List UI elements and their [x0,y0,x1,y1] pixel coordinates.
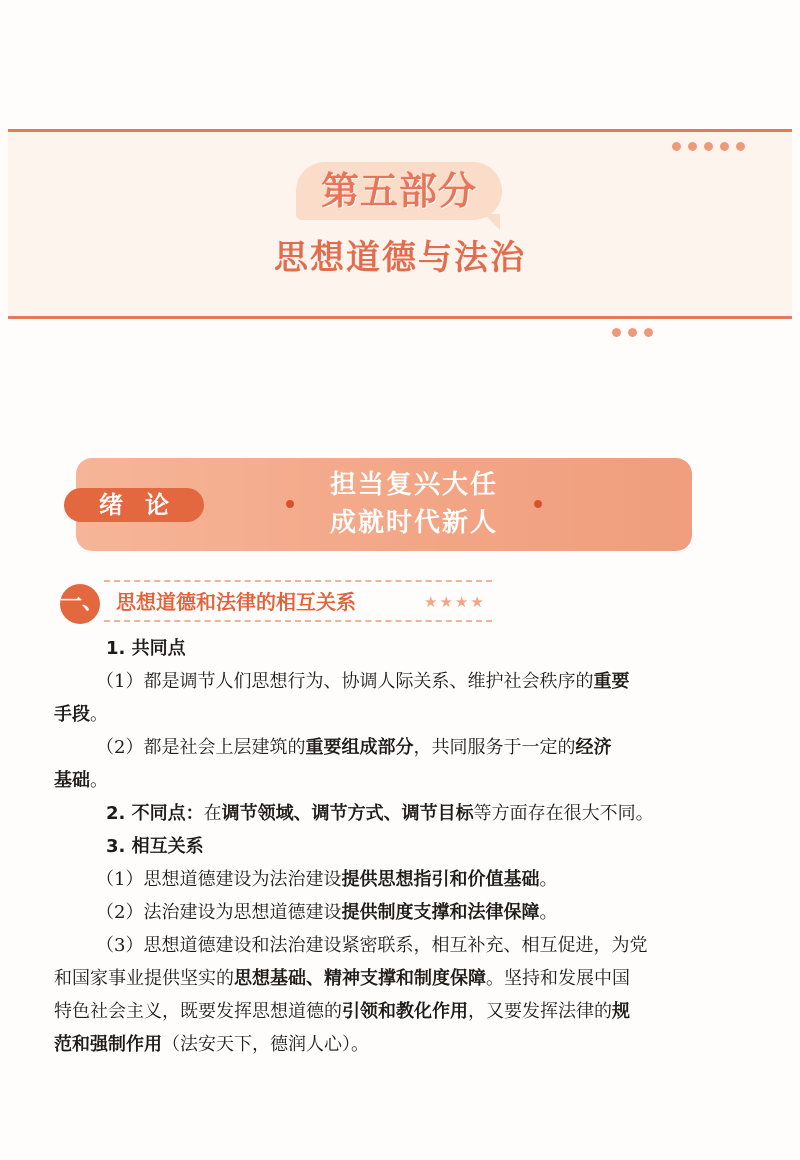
emphasis: 规 [612,1001,630,1022]
text: 。 [90,770,108,791]
text: 在 [203,803,222,824]
intro-tag: 绪论 [64,488,204,522]
text: （3）思想道德建设和法治建设紧密联系，相互补充、相互促进，为党 [96,935,648,956]
banner-line-2: 成就时代新人 [329,508,498,538]
header-rule-bottom [8,316,792,319]
text: （1）都是调节人们思想行为、协调人际关系、维护社会秩序的 [96,671,594,692]
emphasis: 提供制度支撑和法律保障 [341,902,540,923]
emphasis: 范和强制作用 [54,1034,162,1055]
paragraph-line [54,1028,714,1061]
emphasis: 思想基础、精神支撑和制度保障 [234,968,486,989]
paragraph-line [54,731,714,764]
text: ，共同服务于一定的 [413,737,576,758]
emphasis: 提供思想指引和价值基础 [341,869,540,890]
emphasis: 重要 [593,671,630,692]
text: 。 [539,869,558,890]
emphasis: 引领和教化作用 [342,1001,468,1022]
paragraph-line [54,929,714,962]
paragraph-line [54,896,714,929]
heading-common [54,632,714,665]
text: 。 [539,902,558,923]
header-rule-top [8,129,792,132]
decor-dots-bottom [612,328,653,337]
paragraph-line [54,863,714,896]
text: （法安天下，德润人心）。 [162,1034,369,1055]
emphasis: 基础 [54,770,90,791]
text: （1）思想道德建设为法治建设 [96,869,342,890]
paragraph-line [54,962,714,995]
emphasis: 调节领域、调节方式、调节目标 [221,803,474,824]
text: 特色社会主义，既要发挥思想道德的 [54,1001,342,1022]
section-number: 一、 [60,584,100,624]
emphasis: 手段 [54,704,90,725]
text: 1. 共同点 [106,638,186,659]
decor-dots-top [672,142,745,151]
paragraph-line [54,764,714,797]
heading-relationship [54,830,714,863]
paragraph-line [54,665,714,698]
part-title: 思想道德与法治 [274,238,526,278]
paragraph-line [54,995,714,1028]
text: （2）法治建设为思想道德建设 [96,902,342,923]
emphasis: 重要组成部分 [305,737,414,758]
text: （2）都是社会上层建筑的 [96,737,306,758]
paragraph-line [54,698,714,731]
text: ，又要发挥法律的 [468,1001,612,1022]
text: 3. 相互关系 [106,836,204,857]
banner-line-1: 担当复兴大任 [329,470,498,500]
banner-dot-left [286,500,294,508]
header-band [8,132,792,316]
section-dash-top [104,580,492,582]
banner-heading [304,466,524,542]
text: 。坚持和发展中国 [486,968,630,989]
importance-stars: ★★★★ [424,593,486,611]
part-label: 第五部分 [320,168,477,213]
banner-dot-right [534,500,542,508]
heading-difference [54,797,714,830]
section-title: 思想道德和法律的相互关系 [116,590,356,614]
text: 等方面存在很大不同。 [473,803,654,824]
text: 。 [90,704,108,725]
body-text [54,632,714,1061]
emphasis: 2. 不同点： [106,803,204,824]
section-dash-bottom [104,620,492,622]
emphasis: 经济 [575,737,612,758]
text: 和国家事业提供坚实的 [54,968,234,989]
